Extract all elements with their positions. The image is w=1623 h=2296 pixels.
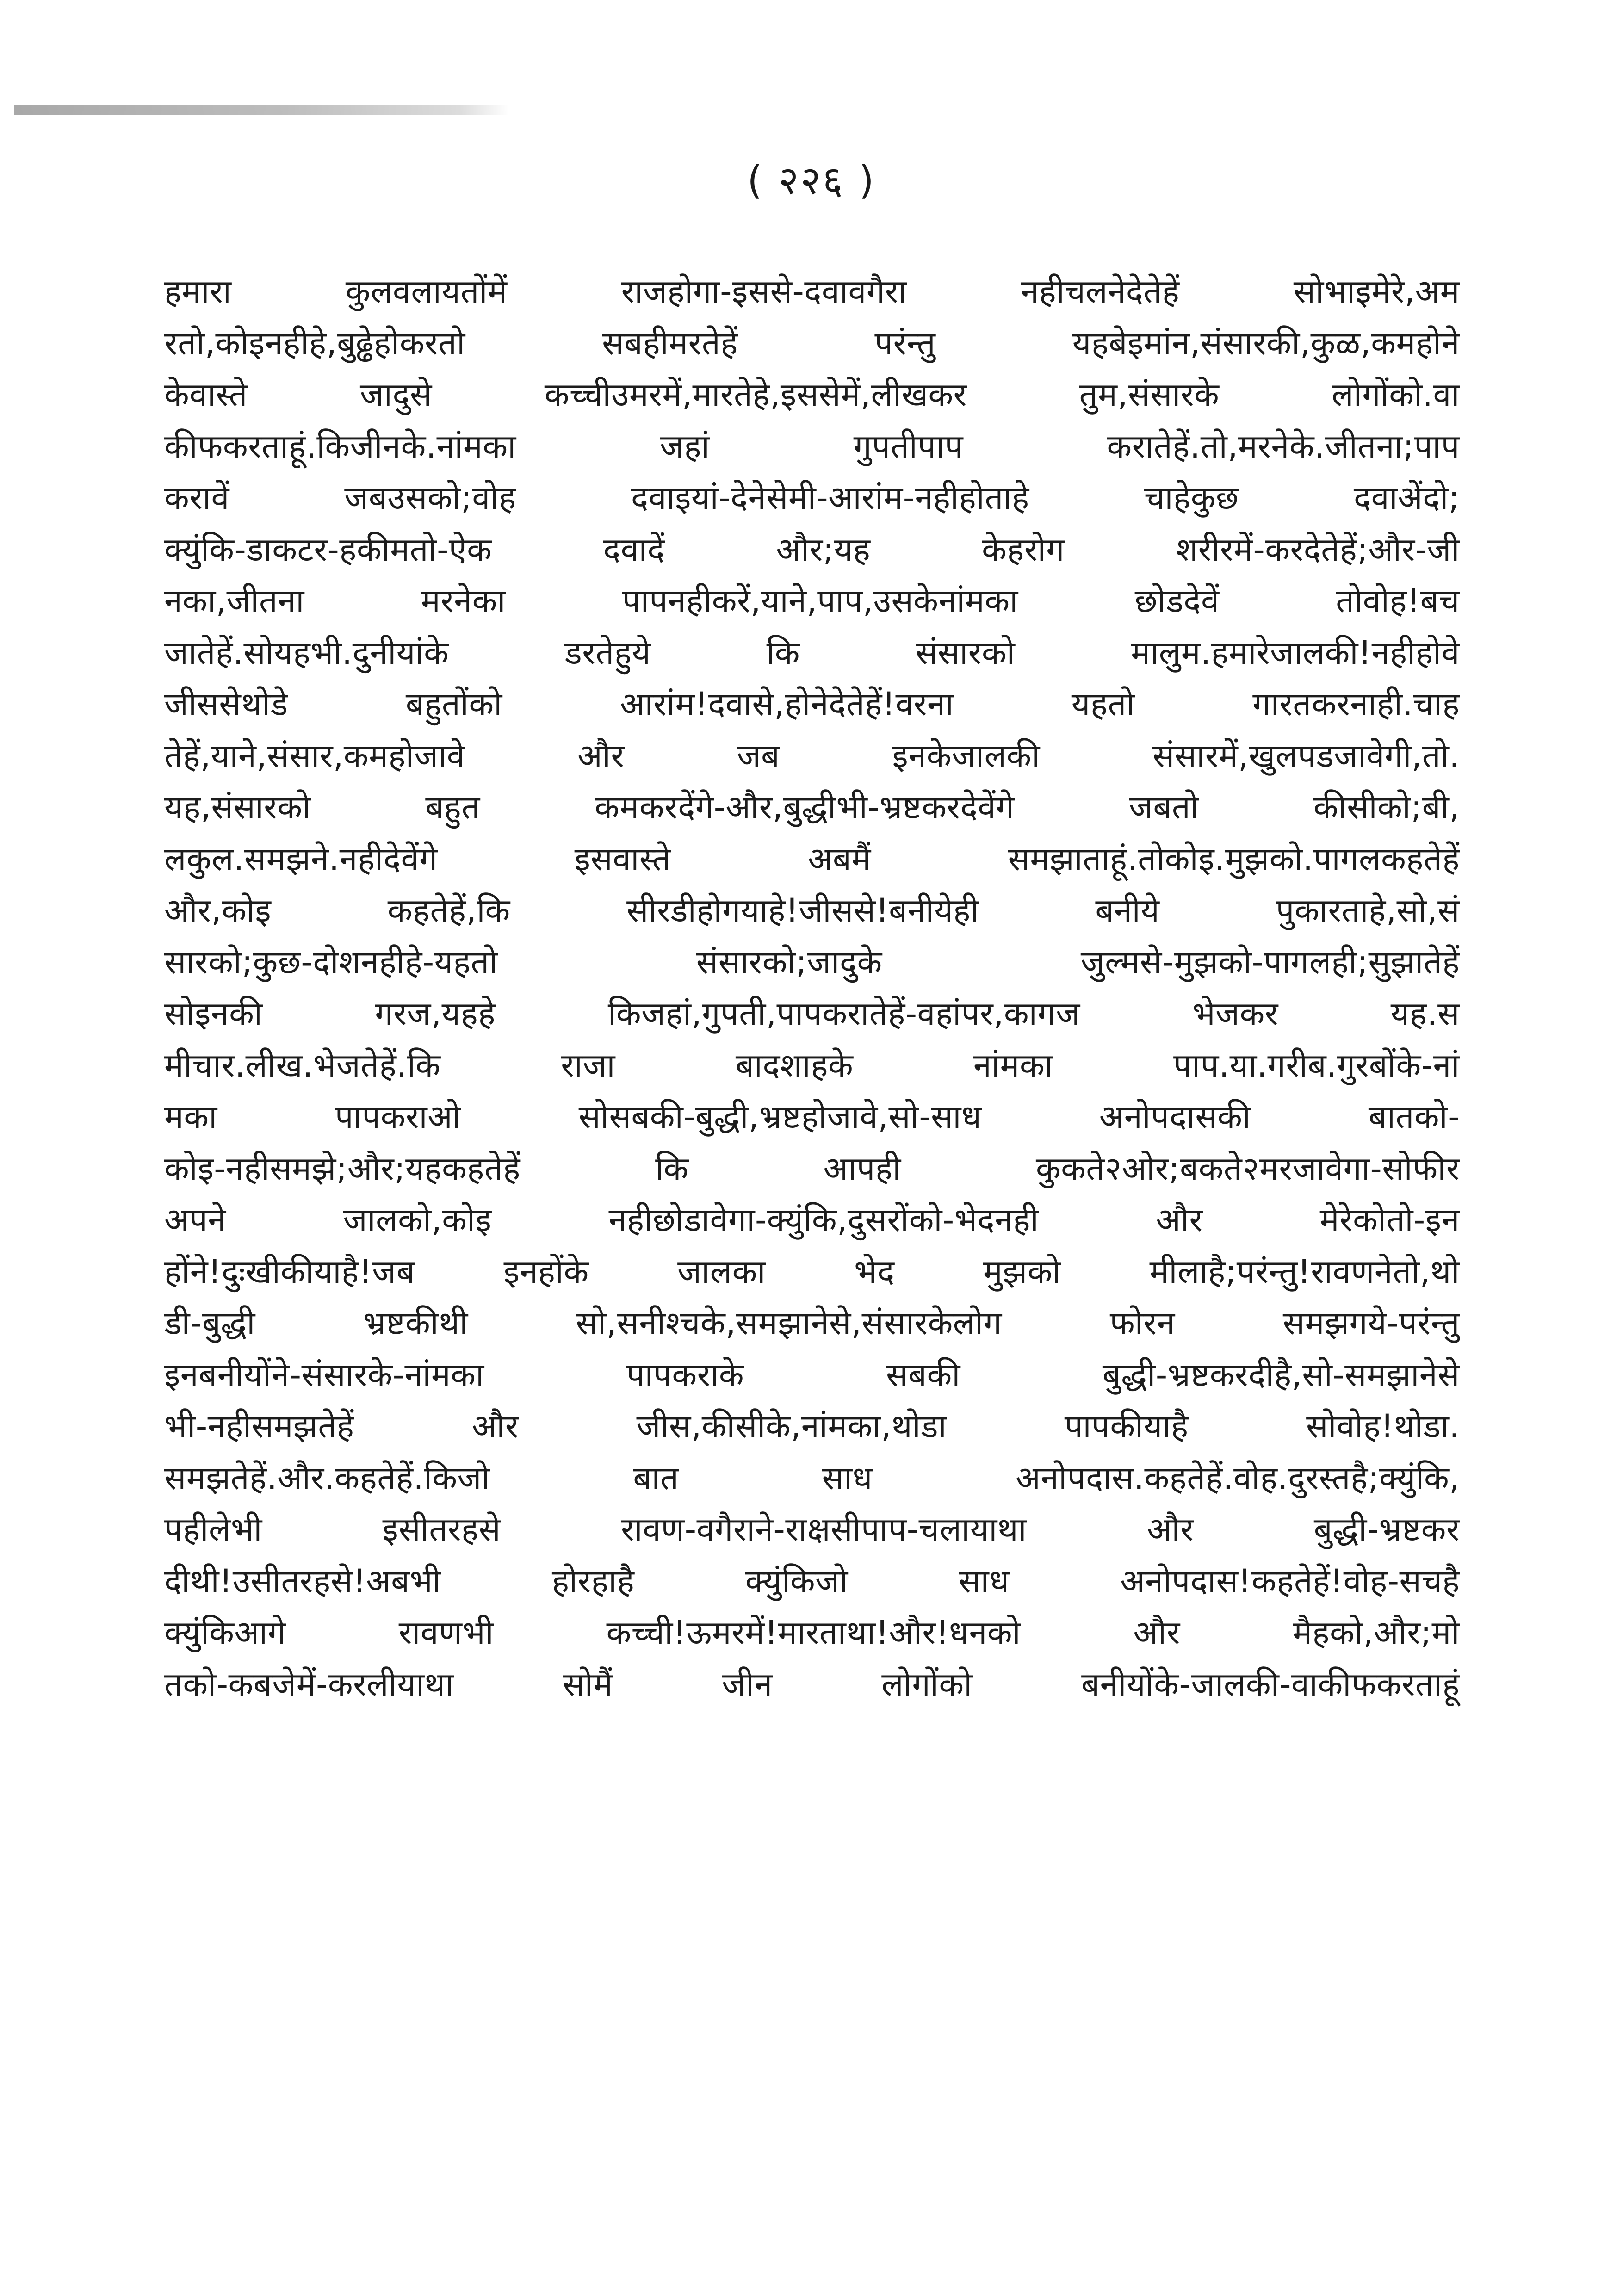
- text-line: कोइ-नहीसमझे;और;यहकहतेहें कि आपही कुकते२ओर;बकते२मरजावेगा-सोफीर: [164, 1149, 1460, 1188]
- text-line: कीफकरताहूं.किजीनके.नांमका जहां गुपतीपाप करातेहें.तो,मरनेके.जीतना;पाप: [164, 427, 1460, 465]
- text-line: करावें जबउसको;वोह दवाइयां-देनेसेमी-आरांम-नहीहोताहे चाहेकुछ दवाअेंदो;: [164, 479, 1460, 517]
- body-text: [164, 266, 1460, 1710]
- text-line: जातेहें.सोयहभी.दुनीयांके डरतेहुये कि संसारको मालुम.हमारेजालकी!नहीहोवे: [164, 633, 1460, 672]
- text-line: अपने जालको,कोइ नहीछोडावेगा-क्युंकि,दुसरोंको-भेदनही और मेरेकोतो-इन: [164, 1201, 1460, 1239]
- text-line: मका पापकराओ सोसबकी-बुद्धी,भ्रष्टहोजावे,सो-साध अनोपदासकी बातको-: [164, 1098, 1460, 1136]
- text-line: डी-बुद्धी भ्रष्टकीथी सो,सनीश्चके,समझानेसे,संसारकेलोग फोरन समझगये-परंन्तु: [164, 1304, 1460, 1342]
- text-line: सोइनकी गरज,यहहे किजहां,गुपती,पापकरातेहें-वहांपर,कागज भेजकर यह.स: [164, 995, 1460, 1033]
- text-line: भी-नहीसमझतेहें और जीस,कीसीके,नांमका,थोडा पापकीयाहै सोवोह!थोडा.: [164, 1407, 1460, 1445]
- text-line: इनबनीयोंने-संसारके-नांमका पापकराके सबकी बुद्धी-भ्रष्टकरदीहै,सो-समझानेसे: [164, 1355, 1460, 1394]
- text-line: सारको;कुछ-दोशनहीहे-यहतो संसारको;जादुके जुल्मसे-मुझको-पागलही;सुझातेहें: [164, 943, 1460, 981]
- text-line: समझतेहें.और.कहतेहें.किजो बात साध अनोपदास.कहतेहें.वोह.दुरस्तहै;क्युंकि,: [164, 1459, 1460, 1497]
- text-line: रतो,कोइनहीहे,बुढ्ढेहोकरतो सबहीमरतेहें परंन्तु यहबेइमांन,संसारकी,कुळ,कमहोने: [164, 324, 1460, 362]
- text-line: केवास्ते जादुसे कच्चीउमरमें,मारतेहे,इससेमें,लीखकर तुम,संसारके लोगोंको.वा: [164, 376, 1460, 414]
- text-line: क्युंकि-डाकटर-हकीमतो-ऐक दवादें और;यह केहरोग शरीरमें-करदेतेहें;और-जी: [164, 530, 1460, 569]
- text-line: लकुल.समझने.नहीदेवेंगे इसवास्ते अबमैं समझाताहूं.तोकोइ.मुझको.पागलकहतेहें: [164, 840, 1460, 878]
- text-line: क्युंकिआगे रावणभी कच्ची!ऊमरमें!मारताथा!और!धनको और मैहको,और;मो: [164, 1614, 1460, 1652]
- page-number: ( २२६ ): [747, 158, 876, 203]
- text-line: तको-कबजेमें-करलीयाथा सोमैं जीन लोगोंको बनीयोंके-जालकी-वाकीफकरताहूं: [164, 1665, 1460, 1703]
- text-line: यह,संसारको बहुत कमकरदेंगे-और,बुद्धीभी-भ्रष्टकरदेवेंगे जबतो कीसीको;बी,: [164, 788, 1460, 826]
- text-line: होंने!दुःखीकीयाहै!जब इनहोंके जालका भेद मुझको मीलाहै;परंन्तु!रावणनेतो,थो: [164, 1252, 1460, 1291]
- text-line: पहीलेभी इसीतरहसे रावण-वगैराने-राक्षसीपाप-चलायाथा और बुद्धी-भ्रष्टकर: [164, 1510, 1460, 1548]
- text-line: तेहें,याने,संसार,कमहोजावे और जब इनकेजालकी संसारमें,खुलपडजावेगी,तो.: [164, 736, 1460, 775]
- scan-edge-mark: [14, 105, 509, 115]
- text-line: जीससेथोडे बहुतोंको आरांम!दवासे,होनेदेतेहें!वरना यहतो गारतकरनाही.चाह: [164, 685, 1460, 723]
- text-line: मीचार.लीख.भेजतेहें.कि राजा बादशाहके नांमका पाप.या.गरीब.गुरबोंके-नां: [164, 1046, 1460, 1084]
- text-line: और,कोइ कहतेहें,कि सीरडीहोगयाहे!जीससे!बनीयेही बनीये पुकारताहे,सो,सं: [164, 891, 1460, 929]
- text-line: हमारा कुलवलायतोंमें राजहोगा-इससे-दवावगैरा नहीचलनेदेतेहें सोभाइमेरे,अम: [164, 272, 1460, 310]
- text-line: नका,जीतना मरनेका पापनहीकरें,याने,पाप,उसकेनांमका छोडदेवें तोवोह!बच: [164, 582, 1460, 620]
- text-line: दीथी!उसीतरहसे!अबभी होरहाहै क्युंकिजो साध अनोपदास!कहतेहें!वोह-सचहै: [164, 1562, 1460, 1600]
